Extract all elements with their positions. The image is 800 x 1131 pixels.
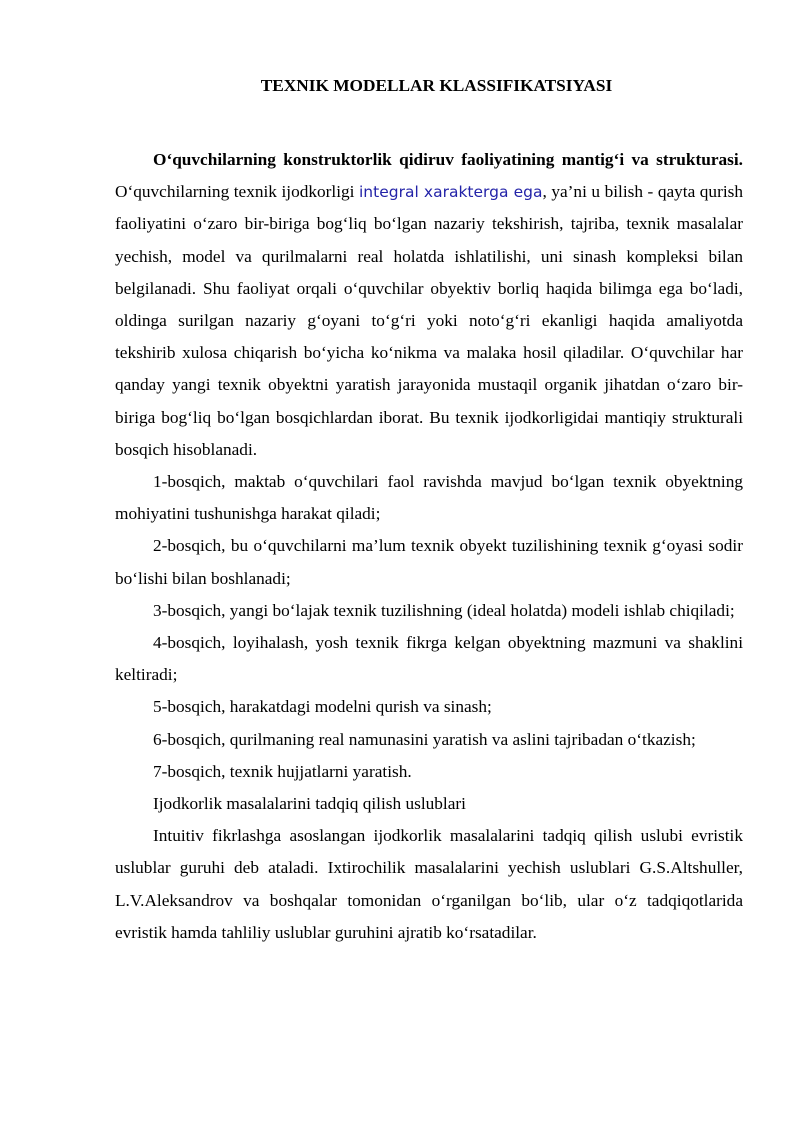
step-4: 4-bosqich, loyihalash, yosh texnik fikrga kelgan obyektning mazmuni va shaklini keltiradi; — [115, 633, 743, 685]
step-1: 1-bosqich, maktab o‘quvchilari faol ravishda mavjud bo‘lgan texnik obyektning mohiyatini tushunishga harakat qiladi; — [115, 472, 743, 524]
intro-paragraph — [115, 144, 743, 466]
step-3: 3-bosqich, yangi bo‘lajak texnik tuzilishning (ideal holatda) modeli ishlab chiqiladi; — [153, 600, 735, 620]
intro-heading: O‘quvchilarning konstruktorlik qidiruv faoliyatining mantig‘i va strukturasi. — [153, 150, 743, 169]
intro-text-after-link: , ya’ni u bilish - qayta qurish faoliyatini o‘zaro bir-biriga bog‘liq bo‘lgan nazariy tekshirish, tajriba, texnik masalalar yechish, model va qurilmalarni real holatda ishlatilishi, uni sinash kompleksi bilan belgilanadi. Shu faoliyat orqali o‘quvchilar obyektiv borliq haqida bilimga ega bo‘ladi, oldinga surilgan nazariy g‘oyani to‘g‘ri yoki noto‘g‘ri ekanligi haqida amaliyotda tekshirib xulosa chiqarish bo‘yicha ko‘nikma va malaka hosil qiladilar. O‘quvchilar har qanday yangi texnik obyektni yaratish jarayonida mustaqil organik jihatdan o‘zaro bir-biriga bog‘liq bo‘lgan bosqichlardan iborat. Bu texnik ijodkorligidai mantiqiy strukturali bosqich hisoblanadi. — [115, 182, 743, 459]
final-paragraph: Intuitiv fikrlashga asoslangan ijodkorlik masalalarini tadqiq qilish uslubi evristik uslublar guruhi deb ataladi. Ixtirochilik masalalarini yechish uslublari G.S.Altshuller, L.V.Aleksandrov va boshqalar tomonidan o‘rganilgan bo‘lib, ular o‘z tadqiqotlarida evristik hamda tahliliy uslublar guruhini ajratib ko‘rsatadilar. — [115, 826, 743, 942]
step-2: 2-bosqich, bu o‘quvchilarni ma’lum texnik obyekt tuzilishining texnik g‘oyasi sodir bo‘lishi bilan boshlanadi; — [115, 536, 743, 588]
section-subheading: Ijodkorlik masalalarini tadqiq qilish uslublari — [153, 794, 466, 814]
integral-link[interactable]: integral xarakterga ega — [359, 183, 543, 202]
intro-text-before-link: O‘quvchilarning texnik ijodkorligi — [115, 182, 359, 202]
step-7: 7-bosqich, texnik hujjatlarni yaratish. — [153, 761, 412, 781]
step-5: 5-bosqich, harakatdagi modelni qurish va sinash; — [153, 697, 492, 717]
step-6: 6-bosqich, qurilmaning real namunasini yaratish va aslini tajribadan o‘tkazish; — [153, 729, 696, 749]
document-title: TEXNIK MODELLAR KLASSIFIKATSIYASI — [260, 76, 613, 95]
